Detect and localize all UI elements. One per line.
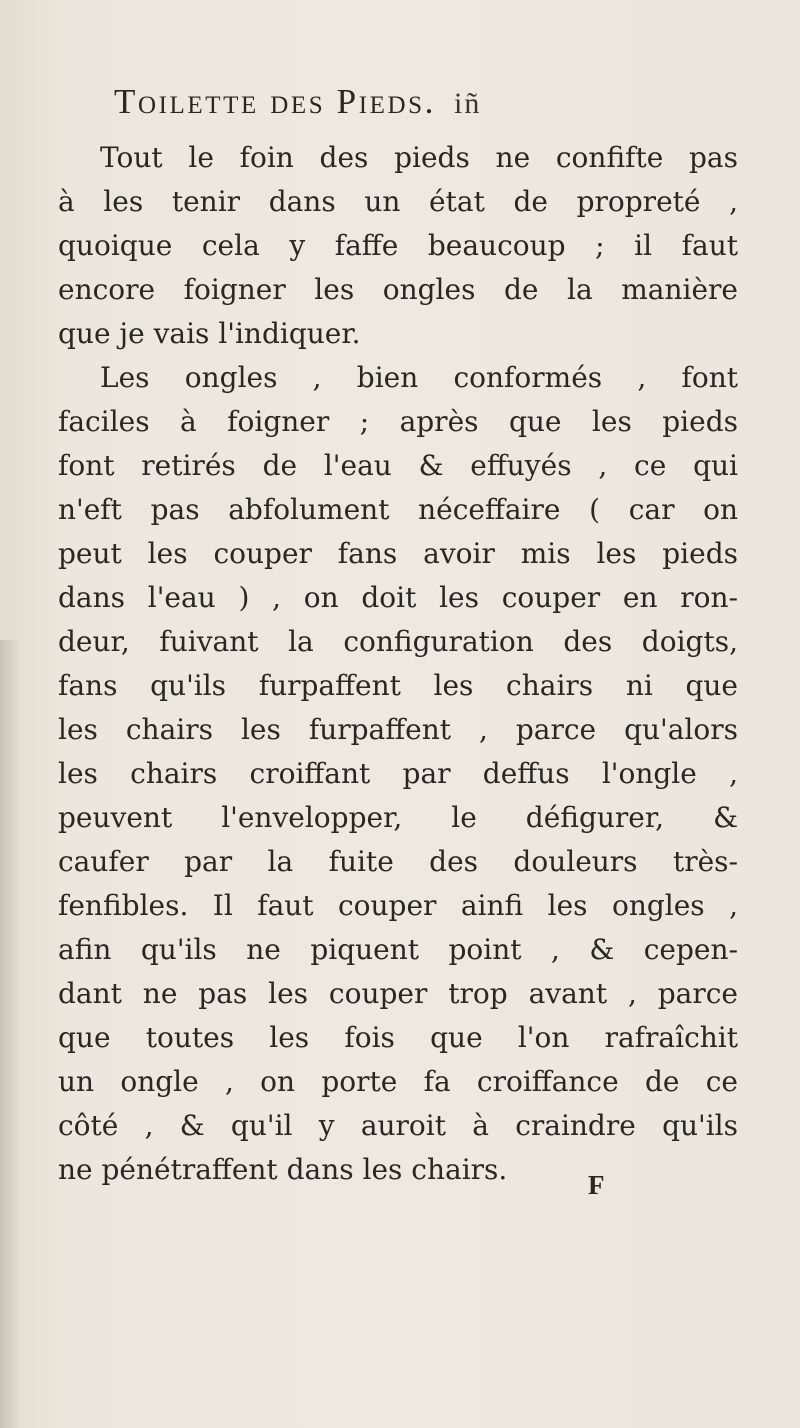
text-line: caufer par la fuite des douleurs très- xyxy=(58,845,738,878)
text-line: que toutes les fois que l'on rafraîchit xyxy=(58,1021,738,1054)
text-line: deur, fuivant la configuration des doigts, xyxy=(58,625,738,658)
text-line: Tout le foin des pieds ne confifte pas xyxy=(100,141,738,174)
text-line: faciles à foigner ; après que les pieds xyxy=(58,405,738,438)
text-line: les chairs croiffant par deffus l'ongle , xyxy=(58,757,738,790)
text-line: dans l'eau ) , on doit les couper en ron- xyxy=(58,581,738,614)
text-line: les chairs les furpaffent , parce qu'alors xyxy=(58,713,738,746)
body-text xyxy=(58,136,738,1192)
text-line: dant ne pas les couper trop avant , parce xyxy=(58,977,738,1010)
page-gutter-shadow xyxy=(0,640,22,1428)
text-line: peuvent l'envelopper, le défigurer, & xyxy=(58,801,738,834)
text-line: fans qu'ils furpaffent les chairs ni que xyxy=(58,669,738,702)
running-title: Toilette des Pieds. xyxy=(114,82,437,121)
page-number: iñ xyxy=(454,87,482,120)
text-line: que je vais l'indiquer. xyxy=(58,317,361,350)
text-line: n'eft pas abfolument néceffaire ( car on xyxy=(58,493,738,526)
signature-mark: F xyxy=(588,1170,605,1200)
text-line: ne pénétraffent dans les chairs. xyxy=(58,1153,508,1186)
text-line: côté , & qu'il y auroit à craindre qu'ils xyxy=(58,1109,738,1142)
running-header xyxy=(114,82,714,132)
text-line: fenfibles. Il faut couper ainfi les ongles , xyxy=(58,889,738,922)
text-line: font retirés de l'eau & effuyés , ce qui xyxy=(58,449,738,482)
text-line: afin qu'ils ne piquent point , & cepen- xyxy=(58,933,738,966)
text-line: Les ongles , bien conformés , font xyxy=(100,361,738,394)
text-line: à les tenir dans un état de propreté , xyxy=(58,185,738,218)
text-line: quoique cela y faffe beaucoup ; il faut xyxy=(58,229,738,262)
text-line: encore foigner les ongles de la manière xyxy=(58,273,738,306)
text-line: un ongle , on porte fa croiffance de ce xyxy=(58,1065,738,1098)
text-line: peut les couper fans avoir mis les pieds xyxy=(58,537,738,570)
